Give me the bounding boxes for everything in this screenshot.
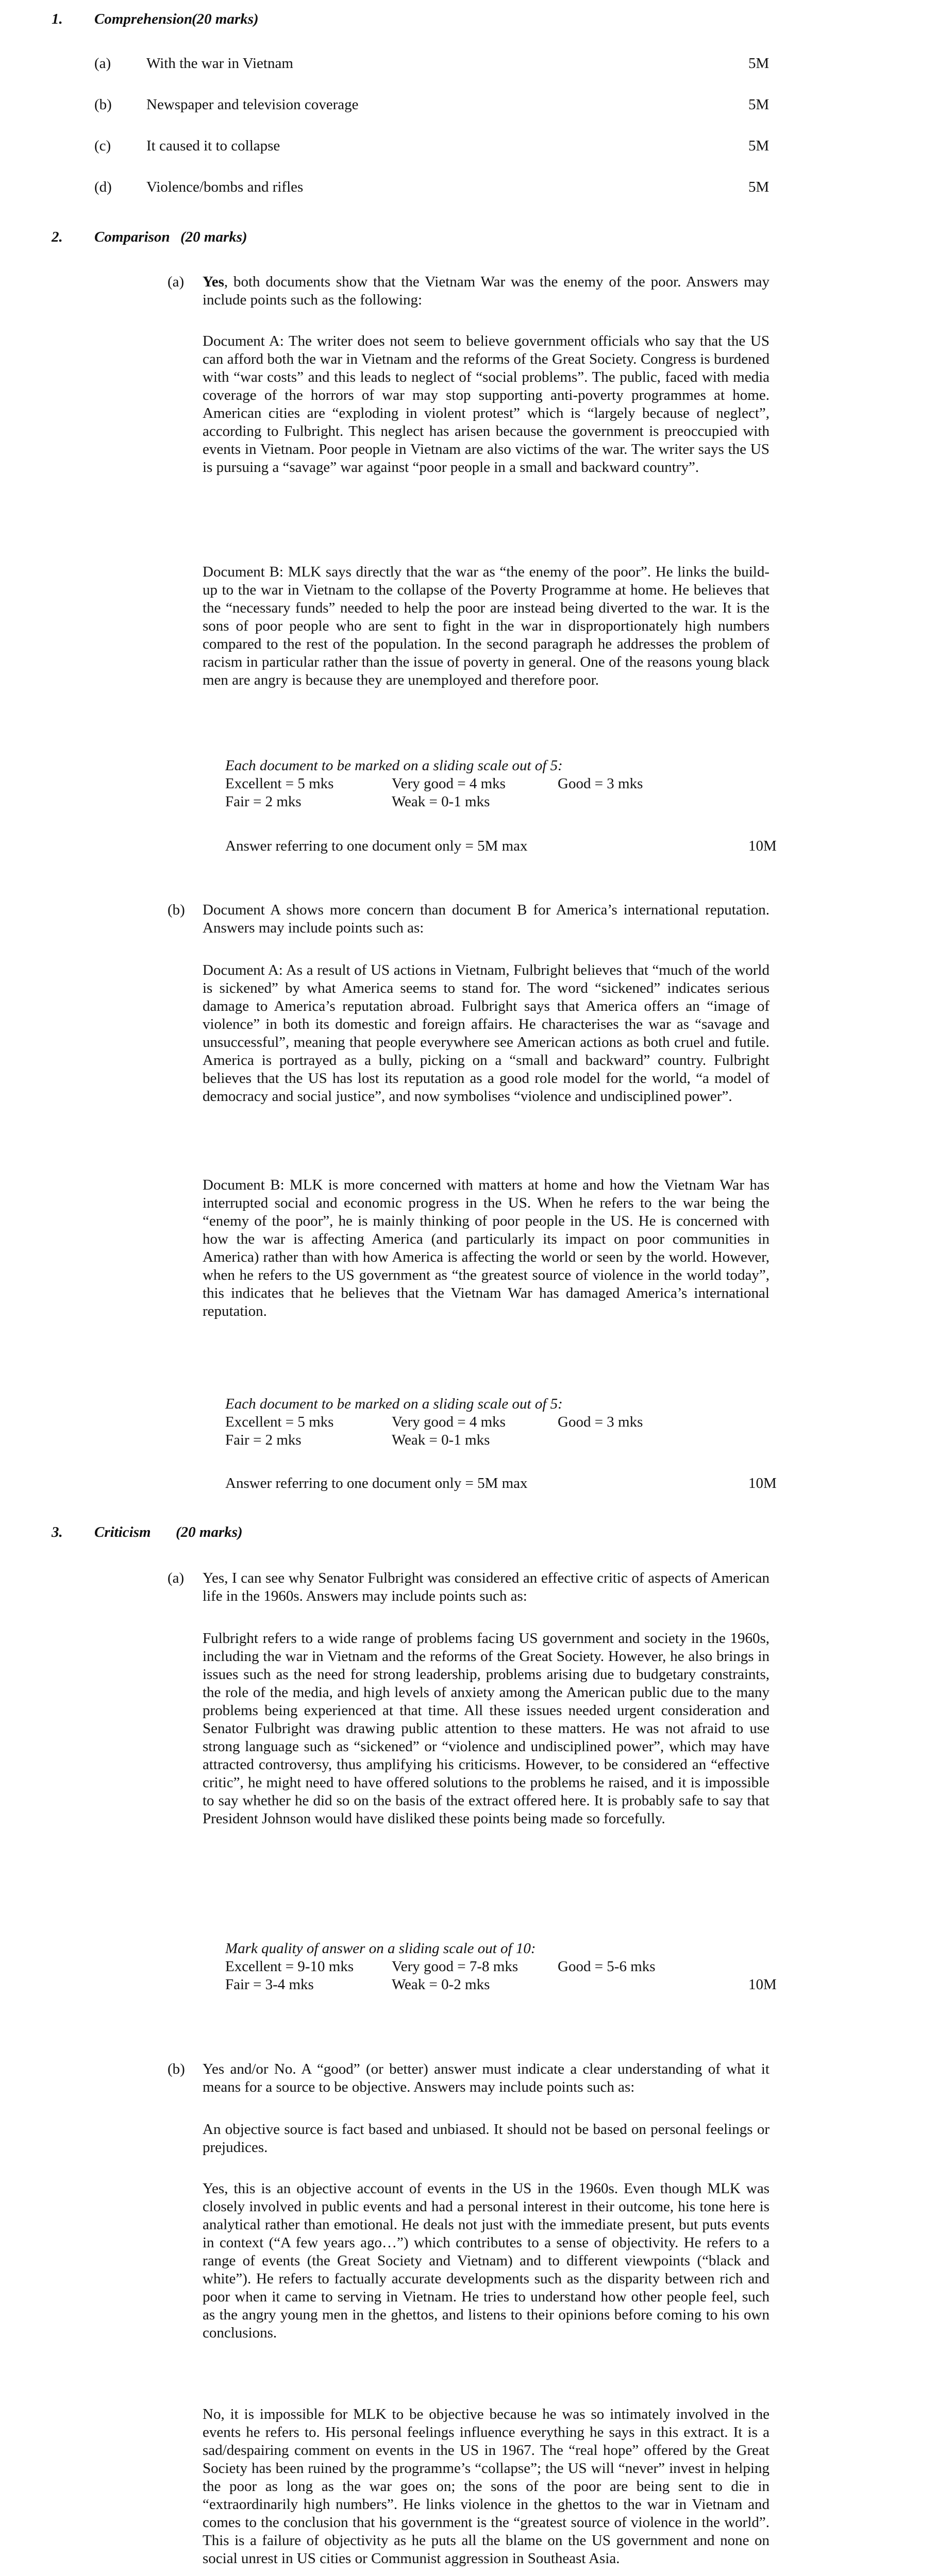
q2-marks: (20 marks) <box>180 229 247 245</box>
q2b-doc-a: Document A: As a result of US actions in Vietnam, Fulbright believes that “much of the world is sickened” by what America seems to stand for. The word “sickened” indicates serious damage to America’s reputation abroad. Fulbright says that America offers an “image of violence” in both its domestic and foreign affairs. He characterises the war as “savage and unsuccessful”, meaning that people everywhere see American actions as both cruel and futile. America is portrayed as a bully, picking on a “small and backward” country. Fulbright believes that the US has lost its reputation as a good role model for the world, “a model of democracy and social justice”, and now symbolises “violence and undisciplined power”. <box>203 962 769 1105</box>
q1-item-mark: 5M <box>748 138 769 154</box>
q3b-label: (b) <box>168 2061 185 2077</box>
q1-item-label: (a) <box>94 55 111 72</box>
q3b-intro: Yes and/or No. A “good” (or better) answer must indicate a clear understanding of what it means for a source to be objective. Answers may include points such as: <box>203 2061 769 2095</box>
q2b-scale-excellent: Excellent = 5 mks <box>225 1414 334 1430</box>
q3a-intro: Yes, I can see why Senator Fulbright was considered an effective critic of aspects of American life in the 1960s. Answers may include points such as: <box>203 1570 769 1604</box>
q2a-doc-a: Document A: The writer does not seem to believe government officials who say that the US can afford both the war in Vietnam and the reforms of the Great Society. Congress is burdened with “war costs” and this leads to neglect of “social problems”. The public, faced with media coverage of the horrors of war may stop supporting anti-poverty programmes at home. American cities are “exploding in violent protest” which is “largely because of neglect”, according to Fulbright. This neglect has arisen because the government is preoccupied with events in Vietnam. Poor people in Vietnam are also victims of the war. The writer says the US is pursuing a “savage” war against “poor people in a small and backward country”. <box>203 333 769 476</box>
q1-item-label: (d) <box>94 179 112 195</box>
q3-title: Criticism <box>94 1524 151 1540</box>
q2a-scale-very-good: Very good = 4 mks <box>392 775 506 792</box>
q2b-total: 10M <box>748 1475 777 1492</box>
q1-title: Comprehension <box>94 11 193 27</box>
q2a-intro-text: , both documents show that the Vietnam War was the enemy of the poor. Answers may include points such as the following: <box>203 274 769 308</box>
q2-number: 2. <box>52 229 63 245</box>
q1-item-label: (b) <box>94 96 112 113</box>
q2b-scale-weak: Weak = 0-1 mks <box>392 1432 490 1448</box>
q2b-scale-very-good: Very good = 4 mks <box>392 1414 506 1430</box>
q3a-scale-title: Mark quality of answer on a sliding scale out of 10: <box>225 1940 536 1957</box>
q1-marks: (20 marks) <box>192 11 259 27</box>
q3-marks: (20 marks) <box>176 1524 243 1540</box>
q3b-p1: An objective source is fact based and unbiased. It should not be based on personal feelings or prejudices. <box>203 2121 769 2156</box>
q2a-label: (a) <box>168 274 185 290</box>
q2b-intro: Document A shows more concern than document B for America’s international reputation. Answers may include points such as: <box>203 902 769 936</box>
q2b-scale-fair: Fair = 2 mks <box>225 1432 302 1448</box>
q2a-yes: Yes <box>203 274 224 290</box>
q3a-scale-excellent: Excellent = 9-10 mks <box>225 1958 354 1975</box>
q3b-p2: Yes, this is an objective account of events in the US in the 1960s. Even though MLK was closely involved in public events and had a personal interest in their outcome, his tone here is analytical rather than emotional. He deals not just with the immediate present, but puts events in context (“A few years ago…”) which contributes to a sense of objectivity. He refers to a range of events (the Great Society and Vietnam) and to different viewpoints (“black and white”). He refers to factually accurate developments such as the disparity between rich and poor when it came to serving in Vietnam. He tries to understand how other people feel, such as the angry young men in the ghettos, and listens to their opinions before coming to his own conclusions. <box>203 2180 769 2341</box>
q3-number: 3. <box>52 1524 63 1540</box>
q2-title: Comparison <box>94 229 170 245</box>
q1-item-label: (c) <box>94 138 111 154</box>
q3a-scale-very-good: Very good = 7-8 mks <box>392 1958 518 1975</box>
q2b-scale-title: Each document to be marked on a sliding scale out of 5: <box>225 1396 563 1412</box>
q3a-label: (a) <box>168 1570 185 1586</box>
q1-item-text: Newspaper and television coverage <box>146 96 359 113</box>
q1-number: 1. <box>52 11 63 27</box>
q2b-scale-good: Good = 3 mks <box>558 1414 643 1430</box>
q3a-body: Fulbright refers to a wide range of problems facing US government and society in the 1960s, including the war in Vietnam and the reforms of the Great Society. However, he also brings in issues such as the need for strong leadership, problems arising due to budgetary constraints, the role of the media, and high levels of anxiety among the American public due to the many problems being experienced at that time. All these issues needed urgent consideration and Senator Fulbright was drawing public attention to these matters. He was not afraid to use strong language such as “sickened” or “violence and undisciplined power”, which may have attracted controversy, thus amplifying his criticisms. However, to be considered an “effective critic”, he might need to have offered solutions to the problems he raised, and it is impossible to say whether he did so on the basis of the extract offered here. It is probably safe to say that President Johnson would have disliked these points being made so forcefully. <box>203 1630 769 1827</box>
q3a-scale-weak: Weak = 0-2 mks <box>392 1976 490 1993</box>
q3a-total: 10M <box>748 1976 777 1993</box>
q3b-p3: No, it is impossible for MLK to be objective because he was so intimately involved in the events he refers to. His personal feelings influence everything he says in this extract. It is a sad/despairing comment on events in the US in 1967. The “real hope” offered by the Great Society has been ruined by the programme’s “collapse”; the US will “never” invest in helping the poor as long as the war goes on; the sons of the poor are being sent to die in “extraordinarily high numbers”. He links violence in the ghettos to the war in Vietnam and comes to the conclusion that his government is the “greatest source of violence in the world”. This is a failure of objectivity as he puts all the blame on the US government and none on social unrest in US cities or Communist aggression in Southeast Asia. <box>203 2406 769 2567</box>
q2a-scale-fair: Fair = 2 mks <box>225 793 302 810</box>
q2b-label: (b) <box>168 902 185 918</box>
q2a-scale-weak: Weak = 0-1 mks <box>392 793 490 810</box>
q2a-total: 10M <box>748 838 777 854</box>
q2a-intro <box>203 273 769 309</box>
q2a-scale-good: Good = 3 mks <box>558 775 643 792</box>
q1-item-mark: 5M <box>748 179 769 195</box>
q3a-scale-good: Good = 5-6 mks <box>558 1958 656 1975</box>
q1-item-text: Violence/bombs and rifles <box>146 179 304 195</box>
q1-item-text: With the war in Vietnam <box>146 55 293 72</box>
q2a-scale-excellent: Excellent = 5 mks <box>225 775 334 792</box>
q1-item-text: It caused it to collapse <box>146 138 280 154</box>
q1-item-mark: 5M <box>748 96 769 113</box>
q3a-scale-fair: Fair = 3-4 mks <box>225 1976 314 1993</box>
q1-item-mark: 5M <box>748 55 769 72</box>
q2a-one-doc: Answer referring to one document only = 5M max <box>225 838 528 854</box>
q2b-doc-b: Document B: MLK is more concerned with matters at home and how the Vietnam War has interrupted social and economic progress in the US. When he refers to the war being the “enemy of the poor”, he is mainly thinking of poor people in the US. He is concerned with how the war is affecting America (and particularly its impact on poor communities in America) rather than with how America is affecting the world or seen by the world. However, when he refers to the US government as “the greatest source of violence in the world today”, this indicates that he believes that the Vietnam War has damaged America’s international reputation. <box>203 1177 769 1319</box>
q2a-doc-b: Document B: MLK says directly that the war as “the enemy of the poor”. He links the build-up to the war in Vietnam to the collapse of the Poverty Programme at home. He believes that the “necessary funds” needed to help the poor are instead being diverted to the war. It is the sons of poor people who are sent to fight in the war in disproportionately high numbers compared to the rest of the population. In the second paragraph he addresses the problem of racism in particular rather than the issue of poverty in general. One of the reasons young black men are angry is because they are unemployed and therefore poor. <box>203 564 769 688</box>
q2b-one-doc: Answer referring to one document only = 5M max <box>225 1475 528 1492</box>
q2a-scale-title: Each document to be marked on a sliding scale out of 5: <box>225 757 563 774</box>
